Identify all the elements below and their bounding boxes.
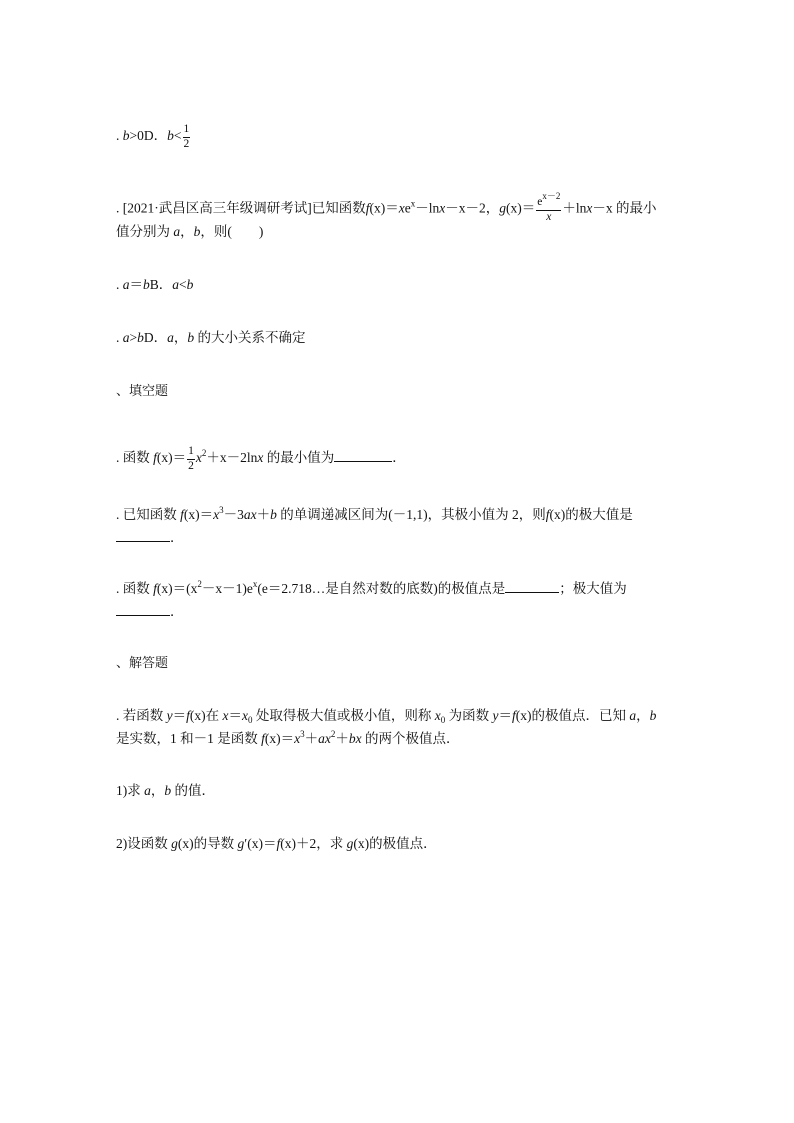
var-b: b (137, 330, 144, 345)
section-heading-answer: 、解答题 (116, 656, 169, 671)
text: 2)设函数 (116, 836, 172, 851)
text: (x)的极值点．已知 (515, 708, 630, 723)
section-heading-fill: 、填空题 (116, 384, 169, 399)
text: . 若函数 (116, 708, 167, 723)
text: ＝ (498, 708, 513, 723)
text: (x)的极大值是 (549, 507, 633, 522)
var-a: a (318, 731, 325, 746)
fill-question-3 (116, 580, 627, 598)
fraction-denominator: x (546, 210, 552, 223)
var-g: g (499, 200, 507, 216)
text: ＝ (129, 277, 143, 292)
var-y: y (492, 708, 499, 723)
text: ＋ln (562, 200, 587, 216)
fraction-numerator: 1 (183, 124, 191, 138)
exponent: 2 (201, 448, 207, 459)
var-a: a (122, 277, 130, 292)
text: 的最小值为 (263, 450, 335, 466)
var-a: a (144, 783, 151, 798)
exponent: 3 (300, 729, 305, 739)
var-a: a (167, 330, 174, 345)
text: 1)求 (116, 783, 145, 798)
text: ． (170, 604, 184, 619)
var-f: f (186, 708, 190, 723)
answer-blank[interactable] (334, 449, 392, 462)
var-f: f (545, 507, 550, 522)
text: e (404, 200, 411, 216)
text: ，则( ) (200, 224, 264, 239)
option-line-ab (116, 276, 193, 294)
text: ＋ (304, 731, 319, 746)
var-x: x (355, 731, 362, 746)
text: . 已知函数 (116, 507, 181, 522)
var-a: a (122, 330, 130, 345)
text: D． (143, 330, 168, 345)
text: >0D． (129, 128, 168, 144)
text: (x)＝ (247, 836, 277, 851)
fraction-exp-over-x (536, 191, 561, 223)
var-x: x (257, 450, 264, 466)
var-x: x (439, 200, 446, 216)
text: ＋x－2ln (206, 450, 258, 466)
text: ， (180, 224, 194, 239)
text: 处取得极大值或极小值，则称 (252, 708, 435, 723)
exponent: 3 (219, 505, 224, 515)
var-x: x (324, 731, 331, 746)
option-line-b (116, 124, 191, 150)
fraction-numerator (536, 191, 561, 211)
exponent: 2 (330, 729, 336, 739)
answer-blank[interactable] (116, 603, 170, 616)
text: < (179, 277, 187, 292)
fraction-denominator: 2 (188, 459, 194, 472)
subscript: 0 (440, 715, 446, 725)
var-g: g (346, 836, 354, 851)
text: ， (150, 783, 165, 798)
var-f: f (153, 450, 157, 466)
text: －x－2， (445, 200, 500, 216)
var-x: x (242, 708, 249, 723)
text: 的单调递减区间为(－1,1)，其极小值为 2，则 (276, 507, 546, 522)
text: > (129, 330, 138, 345)
text: (x)在 (189, 708, 223, 723)
question-ln-line1 (116, 191, 657, 223)
text: (x)＝ (264, 731, 295, 746)
text: 是实数，1 和－1 是函数 (116, 731, 262, 746)
var-x: x (222, 708, 229, 723)
var-f: f (261, 731, 265, 746)
text: (x)的导数 (177, 836, 238, 851)
text: < (173, 128, 182, 144)
text: (x)＝ (506, 200, 536, 216)
var-x: x (294, 731, 301, 746)
text: . 函数 (116, 450, 154, 466)
text: 的两个极值点． (361, 731, 460, 746)
option-line-cd (116, 329, 306, 347)
text: ． (170, 530, 184, 545)
var-x: x (250, 507, 257, 522)
fraction-one-half (187, 446, 195, 472)
text: B． (149, 277, 173, 292)
var-x: x (398, 200, 405, 216)
prime-symbol: ′ (244, 836, 248, 851)
answer-blank[interactable] (116, 529, 170, 542)
answer-part-1 (116, 782, 215, 800)
var-b: b (143, 277, 150, 292)
var-b: b (270, 507, 277, 522)
var-f: f (276, 836, 281, 851)
var-b: b (649, 708, 657, 723)
text: ；极大值为 (559, 581, 627, 596)
text: ， (173, 330, 188, 345)
exponent: x－2 (542, 191, 561, 201)
text: 为函数 (445, 708, 493, 723)
fill-question-2-cont (116, 529, 184, 547)
var-a: a (173, 224, 181, 239)
text: －ln (415, 200, 440, 216)
text: －x－1)e (201, 581, 253, 596)
var-a: a (629, 708, 637, 723)
var-b: b (187, 330, 195, 345)
exponent: x (252, 579, 258, 589)
var-b: b (167, 128, 174, 144)
text: ＋ (256, 507, 271, 522)
text: (x)＝ (156, 450, 187, 466)
var-g: g (171, 836, 178, 851)
text: . (116, 330, 123, 345)
text: (x)＝ (183, 507, 214, 522)
fill-question-2 (116, 506, 633, 524)
text: (x)＝ (369, 200, 399, 216)
var-a: a (243, 507, 251, 522)
fill-question-3-cont (116, 603, 184, 621)
question-lead: . [2021·武昌区高三年级调研考试]已知函数 (116, 200, 366, 216)
exponent: 2 (197, 579, 202, 589)
var-b: b (193, 224, 201, 239)
var-b: b (122, 128, 130, 144)
answer-part-2 (116, 835, 437, 853)
question-ln-line2 (116, 223, 263, 241)
text: . (116, 128, 123, 144)
var-x: x (195, 450, 202, 466)
text: ＋ (335, 731, 349, 746)
text: (x)的极值点． (353, 836, 437, 851)
fraction-numerator: 1 (187, 446, 195, 460)
var-b: b (348, 731, 356, 746)
text: ． (392, 450, 406, 466)
text: ＝ (228, 708, 243, 723)
fraction-one-half (183, 124, 191, 150)
answer-blank[interactable] (505, 580, 559, 593)
text: 的最小 (612, 200, 657, 216)
answer-question-line1 (116, 707, 656, 725)
text: (x)＝(x (156, 581, 198, 596)
var-f: f (365, 200, 370, 216)
var-b: b (186, 277, 194, 292)
text: (x)＋2，求 (280, 836, 347, 851)
var-f: f (180, 507, 184, 522)
fill-question-1 (116, 446, 406, 472)
var-x: x (586, 200, 593, 216)
text: ＝ (172, 708, 187, 723)
var-x: x (213, 507, 220, 522)
text: . (116, 277, 123, 292)
var-g: g (237, 836, 245, 851)
answer-question-line2 (116, 730, 460, 748)
subscript: 0 (248, 715, 253, 725)
var-x: x (434, 708, 441, 723)
text: 的值． (171, 783, 215, 798)
var-b: b (164, 783, 172, 798)
var-a: a (172, 277, 180, 292)
fraction-denominator: 2 (183, 137, 190, 150)
text: 值分别为 (116, 224, 174, 239)
text: －3 (223, 507, 244, 522)
text: e (537, 196, 543, 208)
exponent: x (410, 198, 416, 209)
var-f: f (512, 708, 516, 723)
text: 的大小关系不确定 (194, 330, 306, 345)
text: . 函数 (116, 581, 154, 596)
var-y: y (166, 708, 173, 723)
var-f: f (153, 581, 157, 596)
text: ， (636, 708, 650, 723)
text: －x (592, 200, 613, 216)
text: (e＝2.718…是自然对数的底数)的极值点是 (257, 581, 506, 596)
